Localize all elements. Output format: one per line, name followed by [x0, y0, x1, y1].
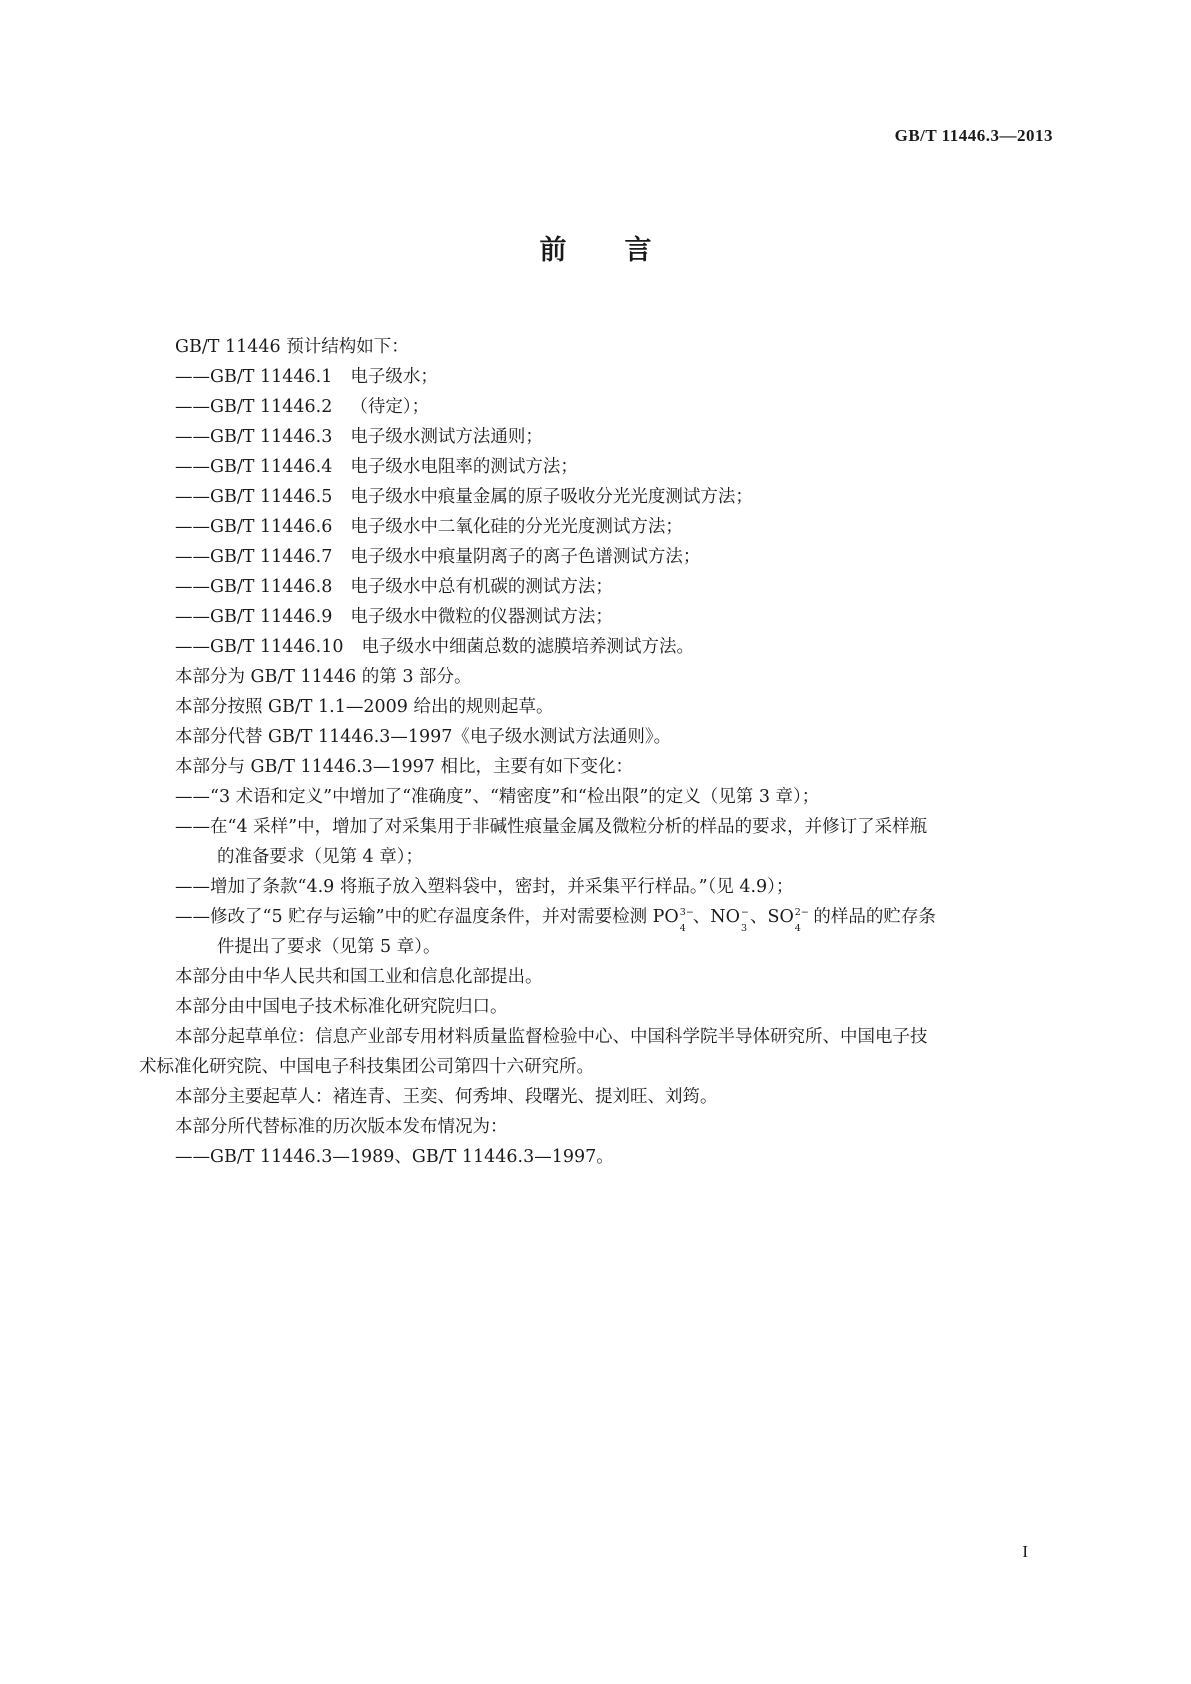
change-item: ——增加了条款“4.9 将瓶子放入塑料袋中，密封，并采集平行样品。”（见 4.9）； — [175, 877, 794, 897]
change-item-continuation: 件提出了要求（见第 5 章）。 — [217, 937, 441, 957]
list-item: ——GB/T 11446.6 电子级水中二氧化硅的分光光度测试方法； — [175, 517, 683, 537]
paragraph: 本部分代替 GB/T 11446.3—1997《电子级水测试方法通则》。 — [175, 727, 672, 747]
list-item: ——GB/T 11446.9 电子级水中微粒的仪器测试方法； — [175, 607, 613, 627]
list-item: ——GB/T 11446.3 电子级水测试方法通则； — [175, 427, 543, 447]
list-item: ——GB/T 11446.10 电子级水中细菌总数的滤膜培养测试方法。 — [175, 637, 694, 657]
list-item: ——GB/T 11446.4 电子级水电阻率的测试方法； — [175, 457, 578, 477]
change-item-continuation: 的准备要求（见第 4 章）； — [217, 847, 424, 867]
paragraph: 本部分由中华人民共和国工业和信息化部提出。 — [175, 967, 543, 987]
page-title: 前言 — [539, 235, 710, 266]
list-item: ——GB/T 11446.7 电子级水中痕量阴离子的离子色谱测试方法； — [175, 547, 701, 567]
paragraph-continuation: 术标准化研究院、中国电子科技集团公司第四十六研究所。 — [139, 1057, 594, 1077]
list-item: ——GB/T 11446.8 电子级水中总有机碳的测试方法； — [175, 577, 613, 597]
paragraph: 本部分起草单位：信息产业部专用材料质量监督检验中心、中国科学院半导体研究所、中国电子技 — [175, 1027, 928, 1047]
history-item: ——GB/T 11446.3—1989、GB/T 11446.3—1997。 — [175, 1147, 614, 1167]
paragraph: 本部分为 GB/T 11446 的第 3 部分。 — [175, 667, 472, 687]
change-item: ——“3 术语和定义”中增加了“准确度”、“精密度”和“检出限”的定义（见第 3 章）； — [175, 787, 820, 807]
change-item: ——在“4 采样”中，增加了对采集用于非碱性痕量金属及微粒分析的样品的要求，并修订了采样瓶 — [175, 817, 928, 837]
chem-so4: SO 2− 4 — [767, 907, 809, 934]
foreword-body — [139, 332, 1055, 1172]
structure-intro: GB/T 11446 预计结构如下： — [175, 337, 409, 357]
page-number: I — [1022, 1542, 1028, 1561]
list-item: ——GB/T 11446.5 电子级水中痕量金属的原子吸收分光光度测试方法； — [175, 487, 753, 507]
paragraph: 本部分按照 GB/T 1.1—2009 给出的规则起草。 — [175, 697, 554, 717]
standard-code: GB/T 11446.3—2013 — [894, 126, 1053, 145]
paragraph: 本部分与 GB/T 11446.3—1997 相比，主要有如下变化： — [175, 757, 633, 777]
list-item: ——GB/T 11446.1 电子级水； — [175, 367, 438, 387]
paragraph: 本部分主要起草人：褚连青、王奕、何秀坤、段曙光、提刘旺、刘筠。 — [175, 1087, 718, 1107]
list-item: ——GB/T 11446.2 （待定）； — [175, 397, 430, 417]
chem-po4: PO 3− 4 — [652, 907, 694, 934]
chem-no3: NO − 3 — [710, 907, 749, 934]
paragraph: 本部分由中国电子技术标准化研究院归口。 — [175, 997, 508, 1017]
change-item: ——修改了“5 贮存与运输”中的贮存温度条件，并对需要检测 PO 3− 4 、NO − 3 、SO 2− 4 的样品的贮存条 — [175, 907, 936, 934]
paragraph: 本部分所代替标准的历次版本发布情况为： — [175, 1117, 508, 1137]
